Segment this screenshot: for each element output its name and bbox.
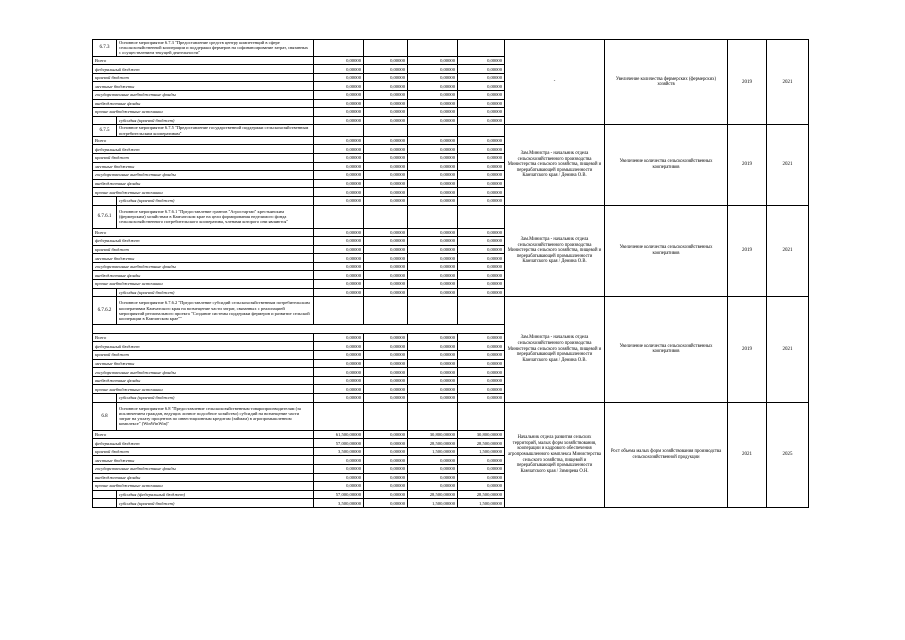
amount-cell: 0,00000 (314, 482, 364, 491)
funding-source-code-empty (93, 288, 117, 297)
amount-cell-empty (314, 402, 364, 430)
amount-cell: 0,00000 (408, 65, 458, 74)
result-cell: Увеличение количества фермерских (фермерских) хозяйств (605, 40, 728, 125)
amount-cell: 0,00000 (458, 65, 505, 74)
amount-cell: 0,00000 (458, 359, 505, 368)
amount-cell: 0,00000 (458, 262, 505, 271)
result-cell: Рост объема малых форм хозяйствования производства сельскохозяйственной продукции (605, 402, 728, 507)
amount-cell: 0,00000 (314, 162, 364, 171)
amount-cell: 0,00000 (314, 237, 364, 246)
amount-cell: 0,00000 (364, 342, 408, 351)
amount-cell: 0,00000 (458, 99, 505, 108)
amount-cell: 0,00000 (364, 280, 408, 289)
funding-source-label: субсидия (краевой бюджет) (117, 196, 314, 205)
amount-cell-empty (314, 205, 364, 228)
amount-cell: 0,00000 (408, 228, 458, 237)
measure-title: Основное мероприятие 6.7.6.2 "Предоставление субсидий сельскохозяйственным потребительским кооперативам Камчатского края на возмещение части затрат, связанных с реализацией мероприятий регионального проекта "Создание системы поддержки фермеров и развитие сельской кооперации в Камчатском крае"" (117, 297, 314, 325)
measure-code: 6.7.6.2 (93, 297, 117, 325)
amount-cell: 0,00000 (408, 342, 458, 351)
amount-cell: 28,500,00000 (408, 490, 458, 499)
amount-cell: 57,000,00000 (314, 490, 364, 499)
funding-source-label: прочие внебюджетные источники (93, 108, 314, 117)
amount-cell: 0,00000 (314, 342, 364, 351)
amount-cell: 0,00000 (314, 153, 364, 162)
amount-cell: 0,00000 (408, 196, 458, 205)
amount-cell: 0,00000 (458, 333, 505, 342)
amount-cell: 0,00000 (458, 245, 505, 254)
amount-cell: 0,00000 (458, 254, 505, 263)
amount-cell: 0,00000 (364, 499, 408, 508)
funding-source-label: прочие внебюджетные источники (93, 188, 314, 197)
amount-cell: 30,800,00000 (408, 430, 458, 439)
amount-cell: 0,00000 (314, 145, 364, 154)
funding-source-label: местные бюджеты (93, 359, 314, 368)
funding-source-code-empty (93, 499, 117, 508)
amount-cell: 0,00000 (408, 288, 458, 297)
funding-source-label: субсидия (краевой бюджет) (117, 394, 314, 403)
amount-cell: 0,00000 (408, 145, 458, 154)
amount-cell: 3,500,00000 (314, 447, 364, 456)
measure-code: 6.8 (93, 402, 117, 430)
measure-title-row (93, 205, 809, 228)
amount-cell: 0,00000 (314, 351, 364, 360)
funding-source-label: краевой бюджет (93, 153, 314, 162)
amount-cell: 0,00000 (408, 376, 458, 385)
amount-cell: 0,00000 (408, 237, 458, 246)
amount-cell: 0,00000 (364, 179, 408, 188)
amount-cell: 0,00000 (408, 245, 458, 254)
amount-cell: 0,00000 (408, 280, 458, 289)
amount-cell: 0,00000 (364, 136, 408, 145)
measure-title-row (93, 40, 809, 57)
amount-cell-empty (458, 205, 505, 228)
amount-cell: 0,00000 (408, 90, 458, 99)
result-cell: Увеличение количества сельскохозяйственных кооперативов (605, 297, 728, 402)
funding-source-label: краевой бюджет (93, 245, 314, 254)
amount-cell: 0,00000 (364, 108, 408, 117)
measure-code: 6.7.5 (93, 125, 117, 136)
amount-cell: 0,00000 (408, 482, 458, 491)
amount-cell: 0,00000 (408, 188, 458, 197)
amount-cell: 0,00000 (314, 73, 364, 82)
amount-cell: 0,00000 (408, 385, 458, 394)
amount-cell-empty (364, 205, 408, 228)
amount-cell: 0,00000 (458, 136, 505, 145)
measure-title: Основное мероприятие 6.8 "Предоставление сельскохозяйственным товаропроизводителям (за исключением граждан, ведущих личное подсобное хозяйство) субсидий на возмещение части затрат на уплату процентов по инвестиционным кредитам (займам) в агропромышленном комплексе" (WinWinWin)" (117, 402, 314, 430)
funding-source-label: прочие внебюджетные источники (93, 280, 314, 289)
executor-cell: Зам.Министра - начальник отдела сельскохозяйственного производства Министерства сельского хозяйства, пищевой и перерабатывающей промышленности Камчатского края / Демина О.В. (505, 205, 605, 297)
amount-cell: 0,00000 (314, 262, 364, 271)
amount-cell: 0,00000 (458, 351, 505, 360)
amount-cell: 0,00000 (364, 196, 408, 205)
amount-cell: 1,500,00000 (408, 499, 458, 508)
amount-cell: 0,00000 (408, 56, 458, 65)
amount-cell: 0,00000 (408, 73, 458, 82)
amount-cell-empty (408, 402, 458, 430)
amount-cell: 0,00000 (364, 153, 408, 162)
funding-source-label: внебюджетные фонды (93, 99, 314, 108)
amount-cell-empty (408, 297, 458, 325)
amount-cell: 28,500,00000 (408, 439, 458, 448)
funding-source-label: краевой бюджет (93, 447, 314, 456)
amount-cell: 0,00000 (408, 116, 458, 125)
funding-source-label: государственные внебюджетные фонды (93, 262, 314, 271)
amount-cell: 0,00000 (314, 196, 364, 205)
start-year: 2019 (728, 125, 767, 205)
amount-cell: 0,00000 (314, 228, 364, 237)
amount-cell: 0,00000 (364, 271, 408, 280)
amount-cell: 0,00000 (364, 376, 408, 385)
result-cell: Увеличение количества сельскохозяйственных кооперативов (605, 125, 728, 205)
amount-cell-empty (314, 125, 364, 136)
amount-cell: 0,00000 (364, 490, 408, 499)
amount-cell: 0,00000 (458, 82, 505, 91)
amount-cell: 0,00000 (458, 473, 505, 482)
amount-cell: 0,00000 (458, 342, 505, 351)
amount-cell: 0,00000 (458, 228, 505, 237)
amount-cell: 0,00000 (364, 99, 408, 108)
amount-cell: 0,00000 (364, 394, 408, 403)
end-year: 2021 (767, 125, 809, 205)
funding-source-label: местные бюджеты (93, 162, 314, 171)
amount-cell: 0,00000 (364, 171, 408, 180)
funding-source-label: федеральный бюджет (93, 439, 314, 448)
measure-title-row (93, 297, 809, 325)
amount-cell: 0,00000 (364, 228, 408, 237)
result-cell: Увеличение количества сельскохозяйственных кооперативов (605, 205, 728, 297)
amount-cell: 0,00000 (314, 108, 364, 117)
executor-cell: Начальник отдела развития сельских территорий, малых форм хозяйствования, кооперации и кадрового обеспечения агропромышленного комплекса Министерства сельского хозяйства, пищевой и перерабатывающей промышленности Камчатского края / Зимирева О.Н. (505, 402, 605, 507)
amount-cell: 0,00000 (364, 245, 408, 254)
amount-cell: 0,00000 (314, 56, 364, 65)
amount-cell-empty (408, 205, 458, 228)
amount-cell: 0,00000 (314, 116, 364, 125)
amount-cell: 0,00000 (408, 456, 458, 465)
amount-cell-empty (314, 40, 364, 57)
amount-cell: 0,00000 (458, 90, 505, 99)
amount-cell: 0,00000 (458, 464, 505, 473)
amount-cell: 0,00000 (408, 473, 458, 482)
amount-cell: 0,00000 (408, 136, 458, 145)
start-year: 2021 (728, 402, 767, 507)
funding-source-label: субсидия (краевой бюджет) (117, 499, 314, 508)
amount-cell: 0,00000 (314, 359, 364, 368)
amount-cell: 0,00000 (314, 368, 364, 377)
amount-cell-empty (314, 297, 364, 325)
funding-source-label: федеральный бюджет (93, 65, 314, 74)
amount-cell: 0,00000 (458, 73, 505, 82)
amount-cell: 0,00000 (364, 385, 408, 394)
amount-cell: 0,00000 (458, 482, 505, 491)
amount-cell: 0,00000 (408, 464, 458, 473)
amount-cell: 0,00000 (458, 288, 505, 297)
amount-cell: 0,00000 (408, 179, 458, 188)
amount-cell: 0,00000 (314, 376, 364, 385)
funding-source-label: государственные внебюджетные фонды (93, 171, 314, 180)
amount-cell: 0,00000 (364, 188, 408, 197)
amount-cell: 0,00000 (364, 82, 408, 91)
amount-cell: 0,00000 (364, 430, 408, 439)
amount-cell: 0,00000 (314, 136, 364, 145)
measure-title-row (93, 402, 809, 430)
funding-source-label: федеральный бюджет (93, 237, 314, 246)
amount-cell: 0,00000 (314, 456, 364, 465)
amount-cell: 0,00000 (458, 394, 505, 403)
amount-cell: 0,00000 (408, 359, 458, 368)
amount-cell: 0,00000 (458, 188, 505, 197)
end-year: 2025 (767, 402, 809, 507)
amount-cell: 0,00000 (364, 56, 408, 65)
amount-cell-empty (408, 125, 458, 136)
amount-cell: 0,00000 (314, 90, 364, 99)
amount-cell: 0,00000 (408, 171, 458, 180)
amount-cell: 0,00000 (314, 385, 364, 394)
amount-cell: 0,00000 (458, 237, 505, 246)
amount-cell: 0,00000 (408, 394, 458, 403)
amount-cell-empty (458, 402, 505, 430)
amount-cell: 0,00000 (458, 171, 505, 180)
funding-source-label: внебюджетные фонды (93, 271, 314, 280)
amount-cell: 0,00000 (364, 162, 408, 171)
amount-cell: 0,00000 (458, 108, 505, 117)
amount-cell-empty (364, 402, 408, 430)
amount-cell: 0,00000 (364, 482, 408, 491)
amount-cell: 1,500,00000 (458, 499, 505, 508)
amount-cell: 3,500,00000 (314, 499, 364, 508)
amount-cell: 0,00000 (314, 188, 364, 197)
end-year: 2021 (767, 205, 809, 297)
amount-cell-empty (364, 40, 408, 57)
amount-cell: 61,500,00000 (314, 430, 364, 439)
program-table (92, 39, 809, 508)
amount-cell: 0,00000 (458, 280, 505, 289)
funding-source-label: субсидия (федеральный бюджет) (117, 490, 314, 499)
amount-cell-empty (458, 125, 505, 136)
amount-cell: 0,00000 (408, 162, 458, 171)
executor-cell: Зам.Министра - начальник отдела сельскохозяйственного производства Министерства сельского хозяйства, пищевой и перерабатывающей промышленности Камчатского края / Демина О.В. (505, 125, 605, 205)
amount-cell: 0,00000 (408, 254, 458, 263)
amount-cell: 0,00000 (458, 368, 505, 377)
amount-cell: 0,00000 (364, 447, 408, 456)
amount-cell: 57,000,00000 (314, 439, 364, 448)
amount-cell: 0,00000 (314, 254, 364, 263)
funding-source-code-empty (93, 196, 117, 205)
funding-source-code-empty (93, 116, 117, 125)
funding-source-label: внебюджетные фонды (93, 179, 314, 188)
start-year: 2019 (728, 297, 767, 402)
start-year: 2019 (728, 40, 767, 125)
funding-source-label: государственные внебюджетные фонды (93, 464, 314, 473)
amount-cell: 0,00000 (364, 288, 408, 297)
funding-source-label: субсидия (краевой бюджет) (117, 288, 314, 297)
funding-source-code-empty (93, 394, 117, 403)
amount-cell: 0,00000 (458, 162, 505, 171)
amount-cell: 0,00000 (408, 108, 458, 117)
funding-source-label: государственные внебюджетные фонды (93, 368, 314, 377)
amount-cell: 0,00000 (314, 473, 364, 482)
measure-title-row (93, 125, 809, 136)
amount-cell: 0,00000 (314, 65, 364, 74)
amount-cell: 0,00000 (408, 153, 458, 162)
amount-cell: 0,00000 (314, 280, 364, 289)
amount-cell: 28,500,00000 (458, 490, 505, 499)
amount-cell: 0,00000 (458, 456, 505, 465)
amount-cell: 0,00000 (364, 116, 408, 125)
funding-source-label: федеральный бюджет (93, 342, 314, 351)
funding-source-label: прочие внебюджетные источники (93, 385, 314, 394)
amount-cell: 0,00000 (364, 237, 408, 246)
amount-cell: 0,00000 (364, 368, 408, 377)
amount-cell: 0,00000 (458, 385, 505, 394)
amount-cell: 0,00000 (458, 153, 505, 162)
amount-cell: 0,00000 (364, 90, 408, 99)
amount-cell: 0,00000 (408, 82, 458, 91)
amount-cell: 1,500,00000 (408, 447, 458, 456)
amount-cell: 0,00000 (458, 196, 505, 205)
end-year: 2021 (767, 297, 809, 402)
funding-source-label: Всего (93, 333, 314, 342)
amount-cell: 0,00000 (314, 271, 364, 280)
funding-source-label: местные бюджеты (93, 254, 314, 263)
funding-source-label: краевой бюджет (93, 73, 314, 82)
amount-cell: 0,00000 (408, 271, 458, 280)
funding-source-label: Всего (93, 56, 314, 65)
amount-cell: 28,500,00000 (458, 439, 505, 448)
amount-cell: 0,00000 (314, 288, 364, 297)
funding-source-label: федеральный бюджет (93, 145, 314, 154)
amount-cell: 0,00000 (458, 271, 505, 280)
funding-source-label: местные бюджеты (93, 456, 314, 465)
amount-cell-empty (458, 297, 505, 325)
amount-cell-empty (408, 40, 458, 57)
amount-cell: 0,00000 (364, 439, 408, 448)
measure-title: Основное мероприятие 6.7.5 "Предоставление государственной поддержки сельскохозяйственным потребительским кооперативам" (117, 125, 314, 136)
amount-cell: 0,00000 (314, 179, 364, 188)
funding-source-label: прочие внебюджетные источники (93, 482, 314, 491)
funding-source-code-empty (93, 490, 117, 499)
funding-source-label: внебюджетные фонды (93, 376, 314, 385)
amount-cell-empty (364, 125, 408, 136)
amount-cell: 0,00000 (364, 145, 408, 154)
funding-source-label: Всего (93, 136, 314, 145)
amount-cell: 0,00000 (458, 376, 505, 385)
amount-cell: 0,00000 (408, 333, 458, 342)
measure-title: Основное мероприятие 6.7.3 "Предоставление средств центру компетенций в сфере сельскохозяйственной кооперации и поддержки фермеров на софинансирование затрат, связанных с осуществлением текущей деятельности" (117, 40, 314, 57)
amount-cell: 0,00000 (364, 333, 408, 342)
amount-cell: 0,00000 (458, 145, 505, 154)
amount-cell: 0,00000 (314, 464, 364, 473)
amount-cell: 0,00000 (314, 171, 364, 180)
amount-cell: 0,00000 (408, 99, 458, 108)
amount-cell: 0,00000 (314, 82, 364, 91)
amount-cell: 0,00000 (314, 99, 364, 108)
amount-cell: 0,00000 (364, 73, 408, 82)
funding-source-label: внебюджетные фонды (93, 473, 314, 482)
measure-title: Основное мероприятие 6.7.6.1 "Предоставление грантов "Агростартап" крестьянским (фермерским) хозяйствам в Камчатском крае на цели формирования неделимого фонда сельскохозяйственного потребительского кооператива, членами которого они являются" (117, 205, 314, 228)
funding-source-label: местные бюджеты (93, 82, 314, 91)
executor-cell: Зам.Министра - начальник отдела сельскохозяйственного производства Министерства сельского хозяйства, пищевой и перерабатывающей промышленности Камчатского края / Демина О.В. (505, 297, 605, 402)
funding-source-label: субсидия (краевой бюджет) (117, 116, 314, 125)
amount-cell: 0,00000 (314, 245, 364, 254)
measure-code: 6.7.6.1 (93, 205, 117, 228)
amount-cell: 0,00000 (458, 179, 505, 188)
amount-cell: 0,00000 (364, 262, 408, 271)
amount-cell: 0,00000 (458, 56, 505, 65)
amount-cell: 0,00000 (408, 368, 458, 377)
amount-cell: 0,00000 (314, 394, 364, 403)
amount-cell: 0,00000 (364, 254, 408, 263)
amount-cell: 0,00000 (408, 351, 458, 360)
funding-source-label: Всего (93, 430, 314, 439)
amount-cell-empty (364, 297, 408, 325)
funding-source-label: краевой бюджет (93, 351, 314, 360)
amount-cell: 0,00000 (314, 333, 364, 342)
amount-cell: 0,00000 (408, 262, 458, 271)
amount-cell: 0,00000 (364, 351, 408, 360)
amount-cell: 0,00000 (364, 473, 408, 482)
funding-source-label: государственные внебюджетные фонды (93, 90, 314, 99)
measure-code: 6.7.3 (93, 40, 117, 57)
amount-cell: 0,00000 (364, 456, 408, 465)
spacer-cell (93, 325, 505, 334)
amount-cell: 30,800,00000 (458, 430, 505, 439)
funding-source-label: Всего (93, 228, 314, 237)
amount-cell: 1,500,00000 (458, 447, 505, 456)
start-year: 2019 (728, 205, 767, 297)
amount-cell: 0,00000 (364, 359, 408, 368)
amount-cell-empty (458, 40, 505, 57)
executor-cell: - (505, 40, 605, 125)
amount-cell: 0,00000 (364, 65, 408, 74)
end-year: 2021 (767, 40, 809, 125)
amount-cell: 0,00000 (458, 116, 505, 125)
amount-cell: 0,00000 (364, 464, 408, 473)
